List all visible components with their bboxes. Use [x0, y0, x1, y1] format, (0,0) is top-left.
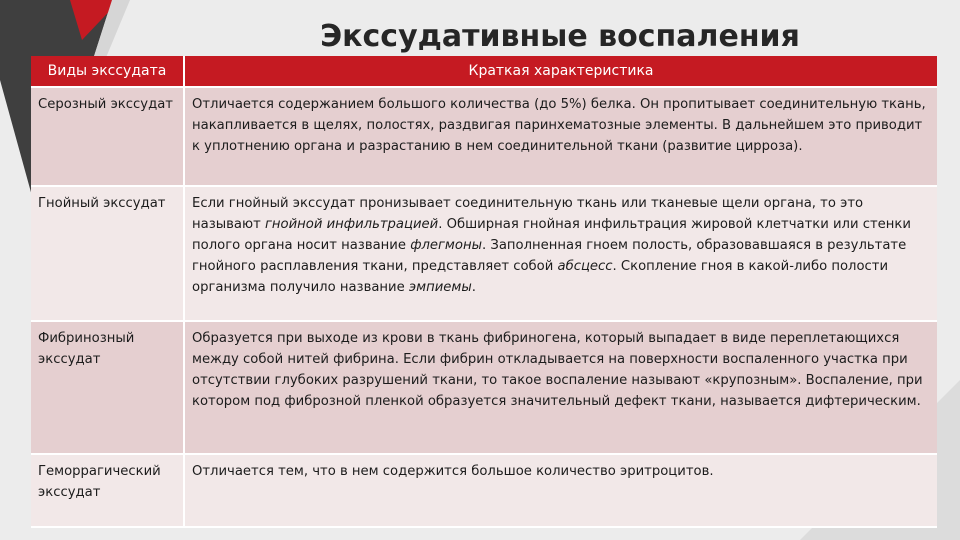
exudate-table — [31, 56, 937, 528]
description-text: Отличается тем, что в нем содержится большое количество эритроцитов. — [192, 464, 714, 479]
exudate-description-cell — [184, 454, 937, 527]
page-title: Экссудативные воспаления — [320, 19, 800, 54]
exudate-description-cell — [184, 321, 937, 454]
italic-term: эмпиемы — [408, 280, 472, 295]
description-text: . — [471, 280, 476, 295]
description-text: Отличается содержанием большого количества (до 5%) белка. Он пропитывает соединительную ткань, накапливается в щелях, полостях, раздвигая паринхематозные элементы. В дальнейшем это приводит к уплотнению органа и разрастанию в нем соединительной ткани (развитие цирроза). — [192, 97, 926, 154]
description-text: Если гнойный экссудат пронизывает соединительную ткань или тканевые щели органа, то это называют — [192, 196, 864, 232]
column-header-type: Виды экссудата — [31, 56, 184, 87]
description-text: Образуется при выходе из крови в ткань фибриногена, который выпадает в виде переплетающихся между собой нитей фибрина. Если фибрин откладывается на поверхности воспаленного участка при отсутствии глубоких разрушений ткани, то такое воспаление называют «крупозным». Воспаление, при котором под фиброзной пленкой образуется значительный дефект ткани, называется дифтерическим. — [192, 331, 923, 409]
italic-term: флегмоны — [410, 238, 482, 253]
italic-term: абсцесс — [557, 259, 613, 274]
exudate-description-cell — [184, 186, 937, 321]
description-text: . Заполненная гноем полость, образовавшаяся в результате гнойного расплавления ткани, представляет собой — [192, 238, 907, 274]
description-text: . Обширная гнойная инфильтрация жировой клетчатки или стенки полого органа носит название — [192, 217, 911, 253]
table-row — [31, 454, 937, 527]
table-row — [31, 321, 937, 454]
exudate-type-cell: Гнойный экссудат — [31, 186, 184, 321]
italic-term: гнойной инфильтрацией — [264, 217, 439, 232]
description-text: . Скопление гноя в какой-либо полости организма получило название — [192, 259, 889, 295]
exudate-type-cell: Фибринозный экссудат — [31, 321, 184, 454]
table-row — [31, 186, 937, 321]
table-header-row — [31, 56, 937, 87]
table-row — [31, 87, 937, 186]
exudate-description-cell — [184, 87, 937, 186]
table-body — [31, 87, 937, 527]
exudate-type-cell: Серозный экссудат — [31, 87, 184, 186]
column-header-description: Краткая характеристика — [184, 56, 937, 87]
exudate-type-cell: Геморрагический экссудат — [31, 454, 184, 527]
